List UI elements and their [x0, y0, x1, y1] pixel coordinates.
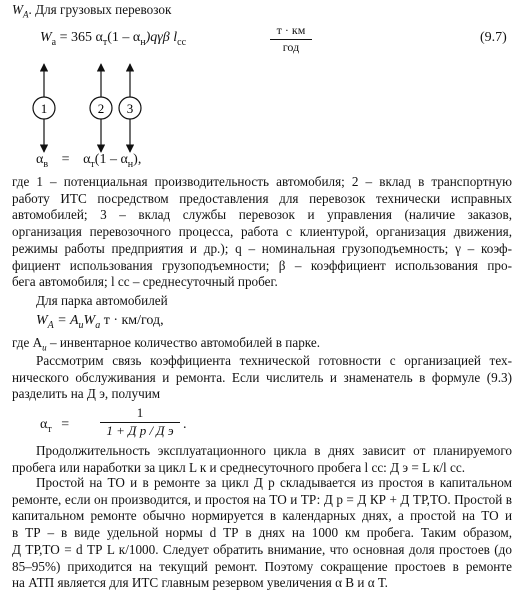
alpha-t-lhs-sub: т — [47, 423, 52, 435]
eq-rhs-sub: т — [90, 158, 95, 170]
formula-n-sub: н — [140, 36, 146, 48]
wa-symbol: W — [12, 2, 23, 17]
formula-lhs-sub: а — [51, 36, 57, 48]
park-where-sub: и — [42, 342, 47, 353]
formula-fraction — [270, 23, 312, 55]
park-formula-lhs: W — [36, 313, 48, 328]
formula-rhs: = 365 α — [59, 30, 103, 45]
park-formula — [36, 313, 164, 331]
alpha-t-lhs: α — [40, 417, 48, 432]
paragraph-readiness — [12, 353, 512, 403]
park-formula-mid: = A — [53, 313, 79, 328]
fraction-denominator: год — [282, 40, 300, 54]
where-line-5: режимы работы предприятия и др.); q – номинальная грузоподъемность; γ – коэф- — [12, 240, 512, 256]
park-formula-w: W — [83, 313, 96, 328]
para4-line-5: Д ТР,ТО = d ТР L к/1000. Следует обратить внимание, что основная доля простоев (до — [12, 541, 512, 557]
wa-subscript: A — [23, 9, 29, 20]
formula-alpha-t — [40, 417, 75, 435]
where-line-6: фициент использования грузоподъемности; β – коэффициент использования про- — [12, 257, 512, 273]
park-formula-units: т · км/год, — [100, 313, 164, 328]
circle-3-label: 3 — [126, 101, 134, 116]
diagram-equation — [36, 152, 141, 170]
park-where-prefix: где A — [12, 335, 43, 350]
formula-mid: (1 – α — [107, 30, 141, 45]
alpha-t-denominator: 1 + Д р / Д э — [106, 423, 174, 438]
para4-line-2: ремонте, если он производится, и простоя на ТО и ТР: Д р = Д КР + Д ТР,ТО. Простой в — [12, 491, 512, 507]
alpha-t-numerator: 1 — [100, 405, 180, 423]
eq-tail-sub: н — [127, 158, 134, 170]
formula-t-sub: т — [102, 36, 108, 48]
para4-line-3: капитальном ремонте обычно нормируется в календарных днях, а простой на ТО и — [12, 508, 512, 524]
para4-line-4: в ТР – в виде удельной нормы d ТР в днях на 1000 км пробега. Таким образом, — [12, 525, 512, 541]
park-where-rest: – инвентарное количество автомобилей в парке. — [46, 335, 321, 350]
eq-lhs: α — [36, 152, 44, 167]
alpha-t-eq: = — [61, 417, 70, 432]
where-line-2: работу ИТС посредством предоставления для перевозок технически исправных — [12, 190, 512, 206]
eq-tail: (1 – α — [94, 152, 128, 167]
para2-line-3: разделить на Д э, получим — [12, 386, 161, 402]
where-paragraph — [12, 174, 512, 291]
formula-tail: )qγβ l — [145, 30, 178, 45]
formula-9-7 — [40, 30, 186, 48]
circle-2-label: 2 — [97, 101, 105, 116]
para3-line-2: пробега или наработки за цикл L к и среднесуточного пробега l сс: Д э = L к/l сс. — [12, 459, 466, 475]
park-formula-w-sub: a — [95, 319, 101, 331]
alpha-t-end: . — [183, 417, 187, 432]
park-intro: Для парка автомобилей — [36, 293, 168, 308]
para4-line-1: Простой на ТО и в ремонте за цикл Д р складывается из простоя в капитальном — [36, 475, 512, 490]
para2-line-2: нического обслуживания и ремонта. Если числитель и знаменатель в формуле (9.3) — [12, 369, 512, 385]
contribution-diagram — [20, 58, 180, 158]
para3-line-1: Продолжительность эксплуатационного цикла в днях зависит от планируемого — [36, 443, 512, 458]
fraction-numerator: т · км — [270, 23, 312, 40]
paragraph-downtime — [12, 475, 512, 592]
park-formula-mid-sub: и — [78, 319, 84, 331]
formula-cc-sub: сс — [177, 36, 187, 48]
para4-line-6: 85–95%) приходится на текущий ремонт. Поэтому сокращение простоев в ремонте — [12, 558, 512, 574]
formula-lhs: W — [40, 30, 52, 45]
eq-rhs: α — [83, 152, 91, 167]
para2-line-1: Рассмотрим связь коэффициента технической готовности с организацией тех- — [36, 353, 512, 368]
where-line-1: где 1 – потенциальная производительность автомобиля; 2 – вклад в транспортную — [12, 174, 512, 189]
para4-line-7: на АТП является для ИТС главным резервом увеличения α В и α Т. — [12, 575, 388, 591]
formula-number: (9.7) — [480, 30, 507, 45]
where-line-7: бега автомобиля; l сс – среднесуточный пробег. — [12, 274, 278, 290]
eq-sign: = — [61, 152, 70, 167]
circle-1-label: 1 — [40, 101, 48, 116]
eq-lhs-sub: в — [43, 158, 49, 170]
park-formula-lhs-sub: A — [47, 319, 54, 331]
header-text: . Для грузовых перевозок — [28, 2, 172, 17]
section-header — [12, 2, 171, 23]
paragraph-cycle — [12, 443, 512, 476]
alpha-t-fraction — [100, 405, 180, 439]
where-line-3: автомобилей; 3 – вклад службы перевозок и управления (наличие заказов, — [12, 207, 512, 223]
where-line-4: организация перевозочного процесса, работа с клиентурой, организация движения, — [12, 224, 512, 240]
eq-end: ), — [133, 152, 142, 167]
